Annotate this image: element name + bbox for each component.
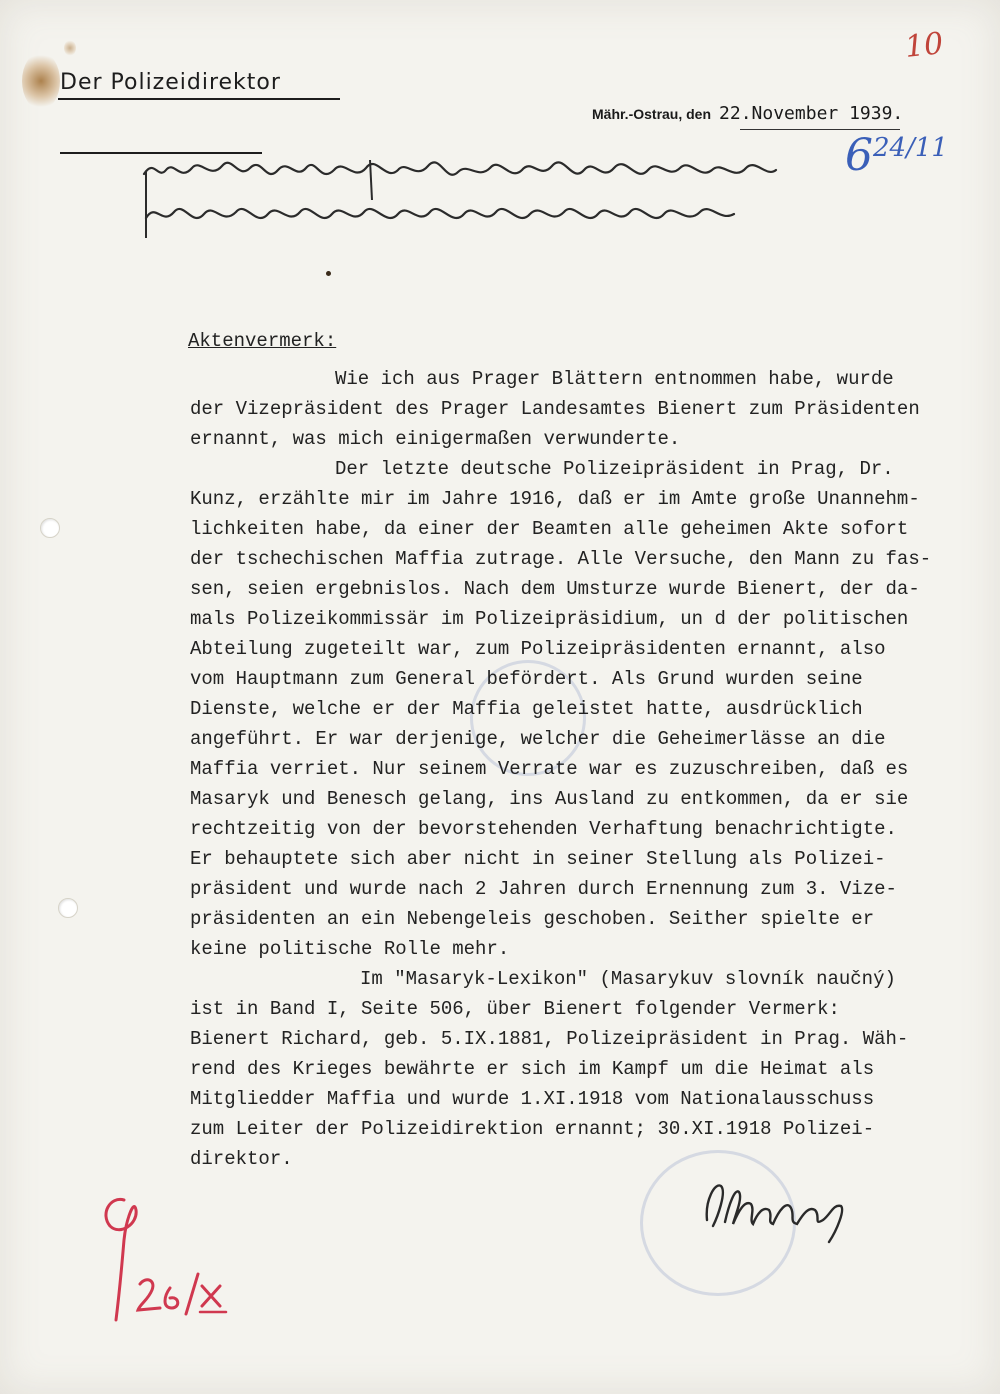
- memo-line: präsident und wurde nach 2 Jahren durch Ernennung zum 3. Vize-: [190, 878, 897, 900]
- dateline-date: 22.November 1939.: [719, 103, 904, 124]
- memo-line: Er behauptete sich aber nicht in seiner Stellung als Polizei-: [190, 848, 886, 870]
- dateline-place: Mähr.-Ostrau, den: [592, 106, 712, 122]
- memo-line: mals Polizeikommissär im Polizeipräsidium, un d der politischen: [190, 608, 909, 630]
- signature: [695, 1170, 855, 1250]
- memo-line: Bienert Richard, geb. 5.IX.1881, Polizeipräsident in Prag. Wäh-: [190, 1028, 909, 1050]
- handwritten-note: [140, 140, 780, 250]
- blue-pencil-note: [845, 130, 948, 181]
- memo-line: Kunz, erzählte mir im Jahre 1916, daß er im Amte große Unannehm-: [190, 488, 920, 510]
- letterhead-title: Der Polizeidirektor: [60, 70, 281, 95]
- memo-line: angeführt. Er war derjenige, welcher die Geheimerlässe an die: [190, 728, 886, 750]
- memo-line: zum Leiter der Polizeidirektion ernannt; 30.XI.1918 Polizei-: [190, 1118, 875, 1140]
- memo-line: präsidenten an ein Nebengeleis geschoben. Seither spielte er: [190, 908, 875, 930]
- page-number-annotation: 10: [903, 26, 945, 65]
- blue-note-main: 6: [845, 130, 873, 181]
- rust-stain-small: [64, 40, 76, 56]
- memo-line: rend des Krieges bewährte er sich im Kampf um die Heimat als: [190, 1058, 875, 1080]
- memo-line: der Vizepräsident des Prager Landesamtes Bienert zum Präsidenten: [190, 398, 920, 420]
- ink-dot: [326, 271, 331, 276]
- memo-line: Maffia verriet. Nur seinem Verrate war es zuzuschreiben, daß es: [190, 758, 909, 780]
- memo-line: direktor.: [190, 1148, 293, 1170]
- memo-line: Mitgliedder Maffia und wurde 1.XI.1918 vom Nationalausschuss: [190, 1088, 875, 1110]
- memo-line: sen, seien ergebnislos. Nach dem Umsturze wurde Bienert, der da-: [190, 578, 920, 600]
- memo-heading: Aktenvermerk:: [188, 330, 337, 352]
- rust-stain: [22, 52, 60, 110]
- memo-line: ernannt, was mich einigermaßen verwunderte.: [190, 428, 681, 450]
- blue-note-fraction: 24/11: [873, 133, 948, 163]
- letterhead-underline: [58, 98, 340, 100]
- memo-line: Abteilung zugeteilt war, zum Polizeipräsidenten ernannt, also: [190, 638, 886, 660]
- memo-line: Der letzte deutsche Polizeipräsident in Prag, Dr.: [335, 458, 894, 480]
- punch-hole-upper: [40, 518, 60, 538]
- memo-line: ist in Band I, Seite 506, über Bienert folgender Vermerk:: [190, 998, 840, 1020]
- memo-line: lichkeiten habe, da einer der Beamten alle geheimen Akte sofort: [190, 518, 909, 540]
- memo-line: der tschechischen Maffia zutrage. Alle Versuche, den Mann zu fas-: [190, 548, 932, 570]
- memo-line: Masaryk und Benesch gelang, ins Ausland zu entkommen, da er sie: [190, 788, 909, 810]
- red-pencil-mark: [80, 1180, 240, 1330]
- memo-line: Dienste, welche er der Maffia geleistet hatte, ausdrücklich: [190, 698, 863, 720]
- memo-line: keine politische Rolle mehr.: [190, 938, 510, 960]
- dateline: [592, 103, 903, 124]
- memo-line: Im "Masaryk-Lexikon" (Masarykuv slovník naučný): [360, 968, 896, 990]
- memo-line: vom Hauptmann zum General befördert. Als Grund wurden seine: [190, 668, 863, 690]
- memo-line: rechtzeitig von der bevorstehenden Verhaftung benachrichtigte.: [190, 818, 897, 840]
- memo-line: Wie ich aus Prager Blättern entnommen habe, wurde: [335, 368, 894, 390]
- punch-hole-lower: [58, 898, 78, 918]
